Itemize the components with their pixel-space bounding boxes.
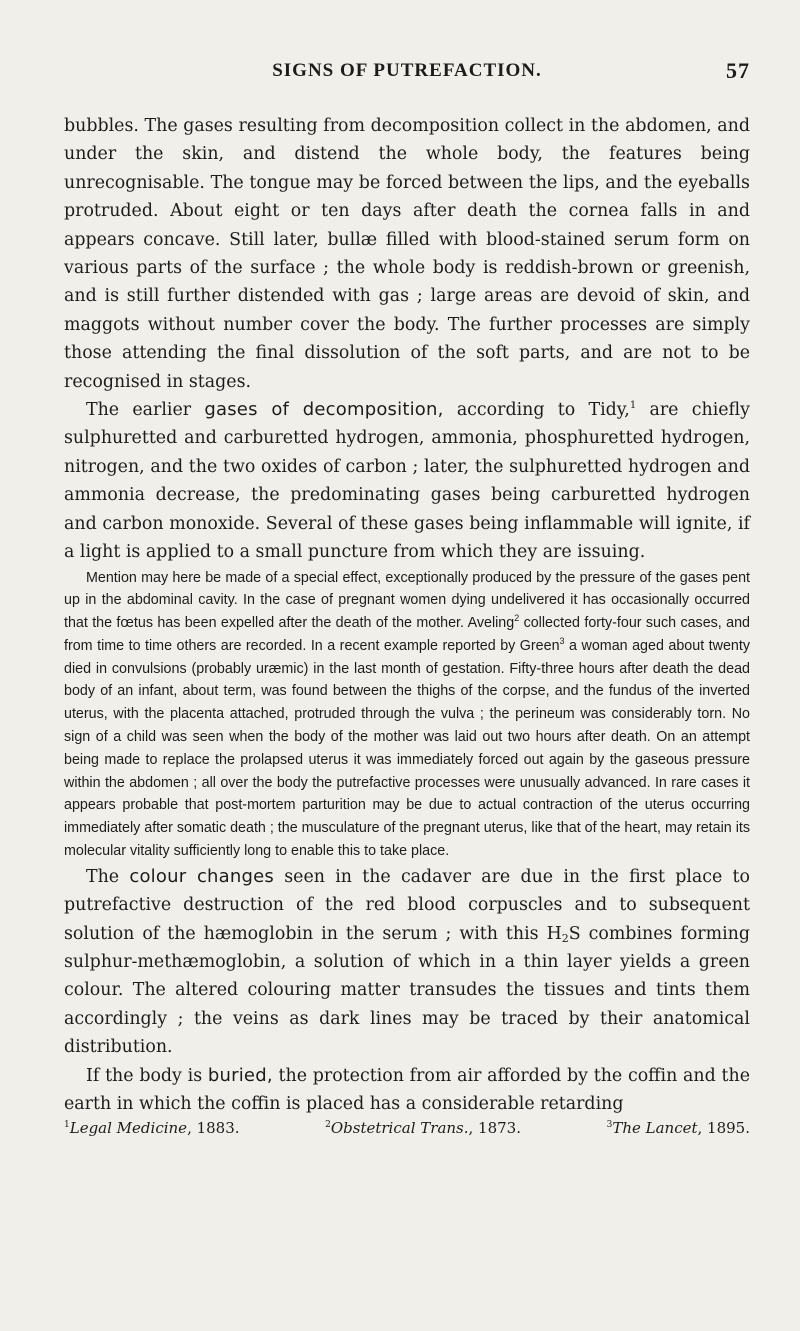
small-print-text-b: collected forty-four such cases, and from time to time others are recorded. In a recent example reported by Green <box>64 615 750 654</box>
paragraph-2-text-b: are chiefly sulphuretted and carburetted hydrogen, ammonia, phosphuretted hydrogen, nitrogen, and the two oxides of carbon ; later, the sulphuretted hydrogen and ammonia decrease, the predominating gases being carburetted hydrogen and carbon monoxide. Several of these gases being inflammable will ignite, if a light is applied to a small puncture from which they are issuing. <box>64 400 750 563</box>
paragraph-continued <box>64 112 750 396</box>
footnote-1-number: 1 <box>64 1119 70 1130</box>
paragraph-2-lead-pre: The earlier <box>86 400 205 421</box>
footnotes <box>64 1118 750 1138</box>
footnote-2-year: , 1873. <box>468 1118 521 1137</box>
book-page <box>64 58 750 1138</box>
small-print-text-c: a woman aged about twenty died in convulsions (probably uræmic) in the last month of gestation. Fifty-three hours after death the dead body of an infant, about term, was found between the thighs of the corpse, and the fundus of the inverted uterus, with the placenta attached, protruded through the vulva ; the perineum was considerably torn. No sign of a child was seen when the body of the mother was laid out two hours after death. On an attempt being made to replace the prolapsed uterus it was immediately forced out again by the gaseous pressure within the abdomen ; all over the body the putrefactive processes were unusually advanced. In rare cases it appears probable that post-mortem parturition may be due to actual contraction of the uterus occurring immediately after somatic death ; the musculature of the pregnant uterus, like that of the heart, may retain its molecular vitality sufficiently long to enable this to take place. <box>64 637 750 860</box>
small-print-note <box>64 567 750 863</box>
paragraph-4-pre: If the body is <box>86 1065 208 1086</box>
footnote-3-number: 3 <box>606 1119 613 1130</box>
footnote-2 <box>325 1118 521 1138</box>
footnote-ref-2: 2 <box>514 613 520 624</box>
paragraph-3-heading: colour changes <box>129 865 274 887</box>
footnote-1-year: , 1883. <box>187 1118 240 1137</box>
running-head <box>64 58 750 88</box>
paragraph-3-text-b: S combines forming sulphur-methæmoglobin, a solution of which in a thin layer yields a green colour. The altered colouring matter transudes the tissues and tints them accordingly ; the veins as dark lines may be traced by their anatomical distribution. <box>64 923 750 1058</box>
small-print-text-a: Mention may here be made of a special effect, exceptionally produced by the pressure of the gases pent up in the abdominal cavity. In the case of pregnant women dying undelivered it has occasionally occurred that the fœtus has been expelled after the death of the mother. Aveling <box>64 569 750 632</box>
paragraph-gases <box>64 396 750 566</box>
footnote-3-source: The Lancet <box>612 1118 698 1137</box>
footnote-1 <box>64 1118 240 1138</box>
subscript-2: 2 <box>561 931 569 945</box>
page-number: 57 <box>726 58 750 83</box>
footnote-ref-3: 3 <box>559 635 565 646</box>
paragraph-3-text-a: seen in the cadaver are due in the first place to putrefactive destruction of the red blood corpuscles and to subsequent solution of the hæmoglobin in the serum ; with this H <box>64 866 750 944</box>
paragraph-4-heading: buried, <box>207 1064 273 1086</box>
running-head-title: SIGNS OF PUTREFACTION. <box>272 60 542 81</box>
paragraph-1-text: bubbles. The gases resulting from decomposition collect in the abdomen, and under the skin, and distend the whole body, the features being unrecognisable. The tongue may be forced between the lips, and the eyeballs protruded. About eight or ten days after death the cornea falls in and appears concave. Still later, bullæ filled with blood-stained serum form on various parts of the surface ; the whole body is reddish-brown or greenish, and is still further distended with gas ; large areas are devoid of skin, and maggots without number cover the body. The further processes are simply those attending the final dissolution of the soft parts, and are not to be recognised in stages. <box>64 116 750 392</box>
footnote-ref-1: 1 <box>629 400 637 412</box>
main-text <box>64 112 750 1119</box>
paragraph-colour-changes <box>64 863 750 1062</box>
footnote-2-number: 2 <box>325 1119 331 1130</box>
footnote-3-year: , 1895. <box>697 1118 750 1137</box>
paragraph-4-text: the protection from air afforded by the coffin and the earth in which the coffin is placed has a considerable retarding <box>64 1065 750 1115</box>
paragraph-2-heading: gases of decomposition, <box>204 399 444 421</box>
footnote-3 <box>607 1118 750 1138</box>
footnote-1-source: Legal Medicine <box>69 1118 188 1137</box>
footnote-2-source: Obstetrical Trans. <box>330 1118 469 1137</box>
paragraph-buried <box>64 1062 750 1119</box>
paragraph-3-lead-pre: The <box>86 866 130 887</box>
paragraph-2-text-a: according to Tidy, <box>443 400 630 421</box>
